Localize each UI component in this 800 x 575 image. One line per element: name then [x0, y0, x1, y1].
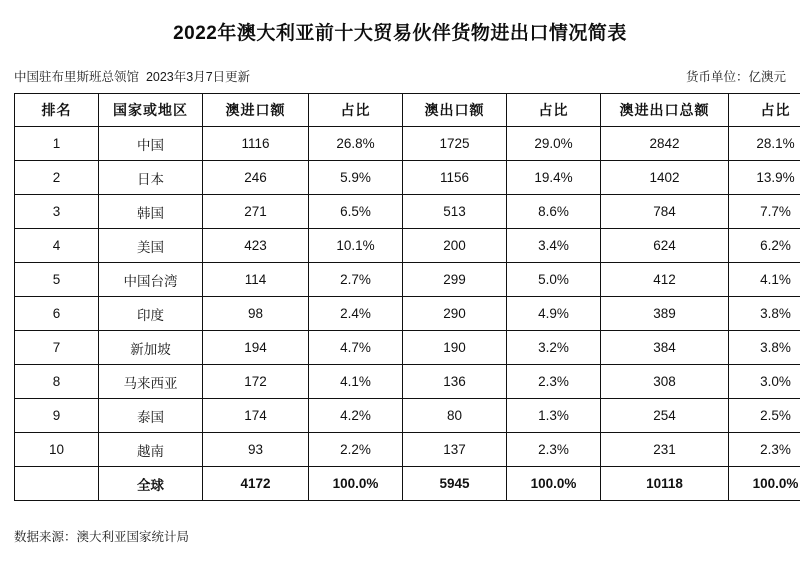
cell-import: 271 — [203, 195, 309, 229]
cell-country: 越南 — [99, 433, 203, 467]
cell-import: 93 — [203, 433, 309, 467]
cell-import-pct: 100.0% — [309, 467, 403, 501]
table-row — [15, 433, 800, 467]
cell-rank: 8 — [15, 365, 99, 399]
cell-rank: 4 — [15, 229, 99, 263]
cell-export-pct: 2.3% — [507, 433, 601, 467]
cell-export: 80 — [403, 399, 507, 433]
cell-rank — [15, 467, 99, 501]
cell-export: 5945 — [403, 467, 507, 501]
cell-total-pct: 28.1% — [729, 127, 800, 161]
cell-country: 韩国 — [99, 195, 203, 229]
cell-total: 1402 — [601, 161, 729, 195]
cell-country: 新加坡 — [99, 331, 203, 365]
cell-export: 137 — [403, 433, 507, 467]
column-header-export: 澳出口额 — [403, 94, 507, 127]
table-header — [15, 94, 800, 127]
table-row — [15, 161, 800, 195]
cell-rank: 10 — [15, 433, 99, 467]
cell-total: 254 — [601, 399, 729, 433]
cell-export-pct: 8.6% — [507, 195, 601, 229]
cell-import-pct: 6.5% — [309, 195, 403, 229]
cell-country: 美国 — [99, 229, 203, 263]
cell-export-pct: 4.9% — [507, 297, 601, 331]
cell-export: 200 — [403, 229, 507, 263]
cell-total-pct: 4.1% — [729, 263, 800, 297]
table-row — [15, 263, 800, 297]
trade-partners-table — [14, 93, 800, 501]
cell-total-pct: 6.2% — [729, 229, 800, 263]
column-header-import: 澳进口额 — [203, 94, 309, 127]
cell-import-pct: 5.9% — [309, 161, 403, 195]
cell-export: 513 — [403, 195, 507, 229]
table-row — [15, 229, 800, 263]
cell-country: 中国 — [99, 127, 203, 161]
cell-import: 98 — [203, 297, 309, 331]
cell-country: 日本 — [99, 161, 203, 195]
cell-export: 190 — [403, 331, 507, 365]
cell-country: 全球 — [99, 467, 203, 501]
cell-total: 2842 — [601, 127, 729, 161]
cell-import: 194 — [203, 331, 309, 365]
cell-export-pct: 3.2% — [507, 331, 601, 365]
cell-rank: 2 — [15, 161, 99, 195]
cell-total: 412 — [601, 263, 729, 297]
column-header-total-pct: 占比 — [729, 94, 800, 127]
cell-rank: 7 — [15, 331, 99, 365]
cell-total-pct: 3.8% — [729, 297, 800, 331]
cell-total-pct: 2.3% — [729, 433, 800, 467]
cell-total: 389 — [601, 297, 729, 331]
cell-import-pct: 2.2% — [309, 433, 403, 467]
cell-country: 泰国 — [99, 399, 203, 433]
cell-export-pct: 3.4% — [507, 229, 601, 263]
meta-row — [14, 67, 786, 85]
source-organization: 中国驻布里斯班总领馆 2023年3月7日更新 — [14, 67, 250, 85]
cell-import: 423 — [203, 229, 309, 263]
table-row — [15, 331, 800, 365]
cell-import: 114 — [203, 263, 309, 297]
cell-total-pct: 3.8% — [729, 331, 800, 365]
cell-export: 1156 — [403, 161, 507, 195]
cell-import: 172 — [203, 365, 309, 399]
cell-import-pct: 10.1% — [309, 229, 403, 263]
document-page — [0, 18, 800, 575]
cell-total: 624 — [601, 229, 729, 263]
column-header-rank: 排名 — [15, 94, 99, 127]
cell-import-pct: 4.1% — [309, 365, 403, 399]
table-body — [15, 127, 800, 501]
cell-import-pct: 4.7% — [309, 331, 403, 365]
cell-export-pct: 5.0% — [507, 263, 601, 297]
column-header-import-pct: 占比 — [309, 94, 403, 127]
cell-import: 4172 — [203, 467, 309, 501]
cell-total-pct: 7.7% — [729, 195, 800, 229]
cell-rank: 6 — [15, 297, 99, 331]
table-row-total — [15, 467, 800, 501]
cell-import-pct: 26.8% — [309, 127, 403, 161]
cell-export-pct: 1.3% — [507, 399, 601, 433]
table-row — [15, 127, 800, 161]
cell-export-pct: 29.0% — [507, 127, 601, 161]
cell-rank: 5 — [15, 263, 99, 297]
cell-rank: 1 — [15, 127, 99, 161]
cell-total-pct: 3.0% — [729, 365, 800, 399]
cell-country: 马来西亚 — [99, 365, 203, 399]
cell-export: 290 — [403, 297, 507, 331]
cell-total: 10118 — [601, 467, 729, 501]
footer-source: 数据来源：澳大利亚国家统计局 — [14, 527, 786, 545]
cell-rank: 9 — [15, 399, 99, 433]
table-row — [15, 195, 800, 229]
cell-total-pct: 100.0% — [729, 467, 800, 501]
cell-export: 136 — [403, 365, 507, 399]
cell-import: 246 — [203, 161, 309, 195]
cell-export-pct: 2.3% — [507, 365, 601, 399]
cell-export-pct: 100.0% — [507, 467, 601, 501]
currency-unit: 货币单位：亿澳元 — [686, 67, 786, 85]
cell-rank: 3 — [15, 195, 99, 229]
column-header-country: 国家或地区 — [99, 94, 203, 127]
cell-country: 中国台湾 — [99, 263, 203, 297]
cell-country: 印度 — [99, 297, 203, 331]
cell-import: 174 — [203, 399, 309, 433]
table-row — [15, 399, 800, 433]
cell-import: 1116 — [203, 127, 309, 161]
cell-total-pct: 13.9% — [729, 161, 800, 195]
cell-export: 299 — [403, 263, 507, 297]
table-row — [15, 365, 800, 399]
table-row — [15, 297, 800, 331]
cell-export-pct: 19.4% — [507, 161, 601, 195]
page-title: 2022年澳大利亚前十大贸易伙伴货物进出口情况简表 — [0, 18, 800, 45]
table-header-row — [15, 94, 800, 127]
cell-export: 1725 — [403, 127, 507, 161]
cell-import-pct: 4.2% — [309, 399, 403, 433]
cell-total: 231 — [601, 433, 729, 467]
cell-total: 384 — [601, 331, 729, 365]
cell-total: 308 — [601, 365, 729, 399]
column-header-total: 澳进出口总额 — [601, 94, 729, 127]
cell-import-pct: 2.7% — [309, 263, 403, 297]
cell-total: 784 — [601, 195, 729, 229]
cell-total-pct: 2.5% — [729, 399, 800, 433]
cell-import-pct: 2.4% — [309, 297, 403, 331]
column-header-export-pct: 占比 — [507, 94, 601, 127]
